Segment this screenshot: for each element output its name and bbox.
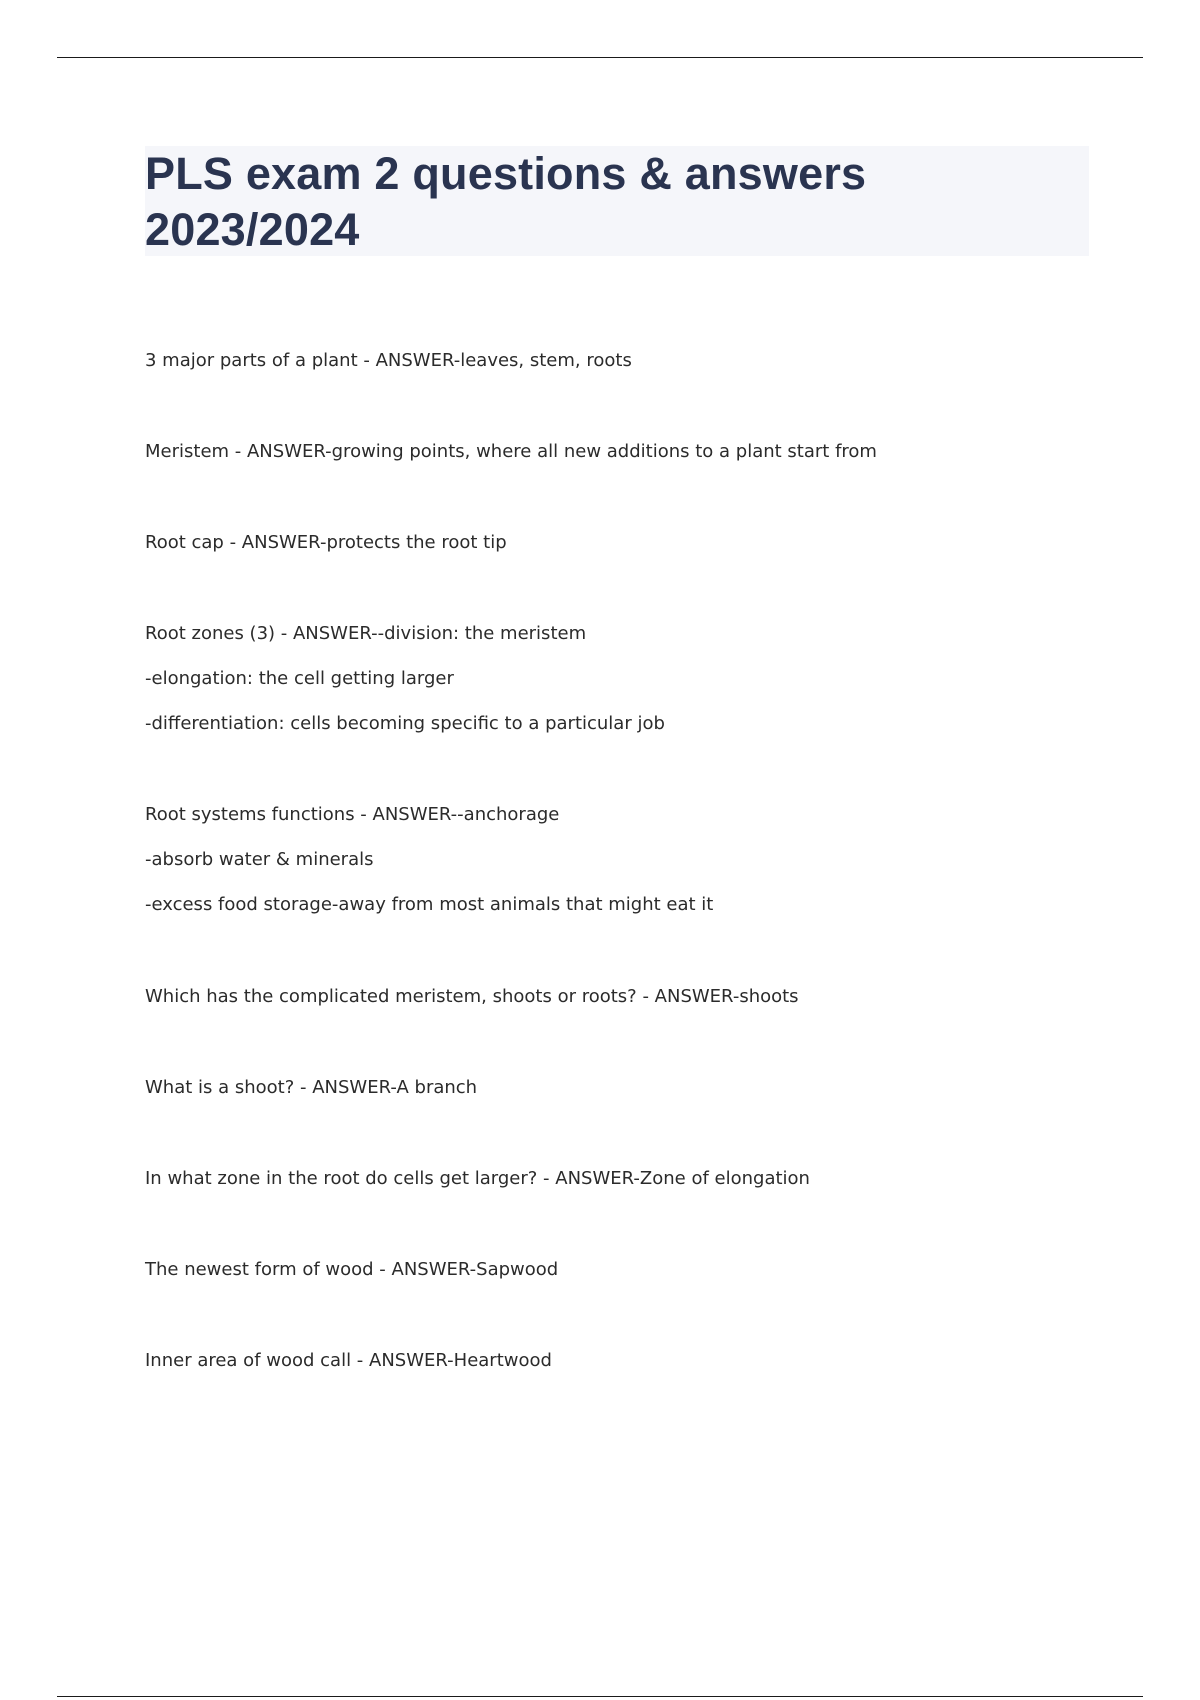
qa-line: -excess food storage-away from most animals that might eat it (145, 894, 714, 915)
qa-line: Inner area of wood call - ANSWER-Heartwood (145, 1350, 552, 1371)
top-rule (57, 57, 1143, 58)
qa-entry-6 (145, 974, 1095, 1019)
qa-line: -absorb water & minerals (145, 849, 374, 870)
qa-line: What is a shoot? - ANSWER-A branch (145, 1077, 478, 1098)
document-title: PLS exam 2 questions & answers 2023/2024 (145, 148, 867, 255)
qa-entry-4 (145, 611, 1095, 746)
qa-line: Which has the complicated meristem, shoots or roots? - ANSWER-shoots (145, 986, 799, 1007)
qa-line: Meristem - ANSWER-growing points, where all new additions to a plant start from (145, 441, 877, 462)
qa-entry-1 (145, 338, 1095, 383)
qa-line: In what zone in the root do cells get larger? - ANSWER-Zone of elongation (145, 1168, 810, 1189)
qa-entry-2 (145, 429, 1095, 474)
qa-line: 3 major parts of a plant - ANSWER-leaves, stem, roots (145, 350, 632, 371)
qa-line: -elongation: the cell getting larger (145, 668, 454, 689)
qa-entry-10 (145, 1338, 1095, 1383)
qa-line: -differentiation: cells becoming specific to a particular job (145, 713, 665, 734)
qa-line: Root systems functions - ANSWER--anchorage (145, 804, 560, 825)
qa-line: The newest form of wood - ANSWER-Sapwood (145, 1259, 559, 1280)
qa-entry-3 (145, 520, 1095, 565)
title-block (145, 146, 1089, 256)
qa-line: Root zones (3) - ANSWER--division: the meristem (145, 623, 587, 644)
qa-entry-7 (145, 1065, 1095, 1110)
qa-entry-8 (145, 1156, 1095, 1201)
qa-line: Root cap - ANSWER-protects the root tip (145, 532, 507, 553)
qa-entry-9 (145, 1247, 1095, 1292)
qa-entry-5 (145, 792, 1095, 927)
bottom-rule (57, 1696, 1143, 1697)
